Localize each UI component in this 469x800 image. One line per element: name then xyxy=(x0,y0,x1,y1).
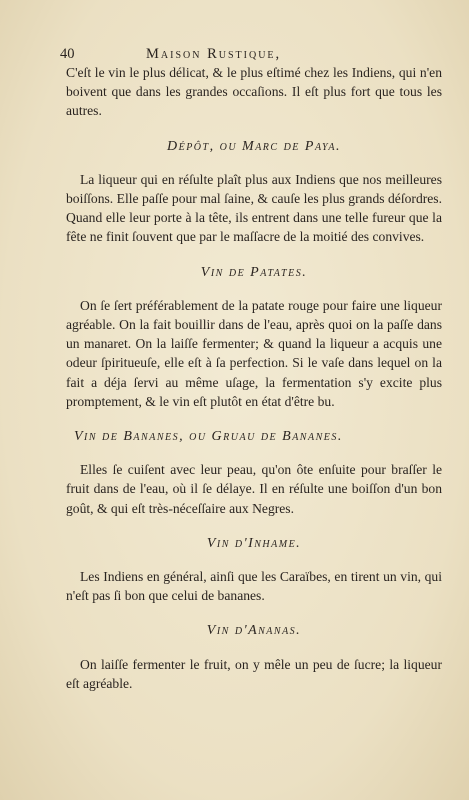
page-number: 40 xyxy=(60,46,75,62)
paragraph-ananas: On laiſſe fermenter le fruit, on y mêle un peu de ſucre; la liqueur eſt agréable. xyxy=(66,656,442,691)
section-heading-bananes: Vin de Bananes, ou Gruau de Bananes. xyxy=(74,429,343,445)
running-head: Maison Rustique, xyxy=(146,46,282,62)
paragraph-patates: On ſe ſert préférablement de la patate rouge pour faire une liqueur agréable. On la fait bouillir dans de l'eau, après quoi on la paſſe dans un manaret. On la laiſſe fermenter; & quand la liqueur a acquis une odeur ſpiritueuſe, elle eſt à ſa perfection. Si le vaſe dans lequel on la fait a déja ſervi au même uſage, la fermentation s'y excite plus promptement, & le vin eſt plutôt en état d'être bu. xyxy=(66,297,442,409)
paragraph-inhame: Les Indiens en général, ainſi que les Caraïbes, en tirent un vin, qui n'eſt pas ſi bon que celui de bananes. xyxy=(66,569,442,604)
section-heading-inhame: Vin d'Inhame. xyxy=(206,535,302,551)
page-body xyxy=(66,63,442,693)
paragraph-bananes: Elles ſe cuiſent avec leur peau, qu'on ôte enſuite pour braſſer le fruit dans de l'eau, où il ſe délaye. Il en réſulte une boiſſon d'un bon goût, & qui eſt très-néceſſaire aux Negres. xyxy=(66,462,442,516)
section-heading-patates: Vin de Patates. xyxy=(200,264,308,280)
paragraph-depot: La liqueur qui en réſulte plaît plus aux Indiens que nos meilleures boiſſons. Elle paſſe pour mal ſaine, & cauſe les plus grands déſordres. Quand elle leur porte à la tête, ils entrent dans une telle fureur que la fête ne finit ſouvent que par le maſſacre de la moitié des convives. xyxy=(66,171,442,245)
paragraph-intro: C'eſt le vin le plus délicat, & le plus eſtimé chez les Indiens, qui n'en boivent que dans les grandes occaſions. Il eſt plus fort que tous les autres. xyxy=(66,65,442,119)
section-heading-ananas: Vin d'Ananas. xyxy=(206,623,302,639)
section-heading-depot: Dépôt, ou Marc de Paya. xyxy=(166,138,341,154)
